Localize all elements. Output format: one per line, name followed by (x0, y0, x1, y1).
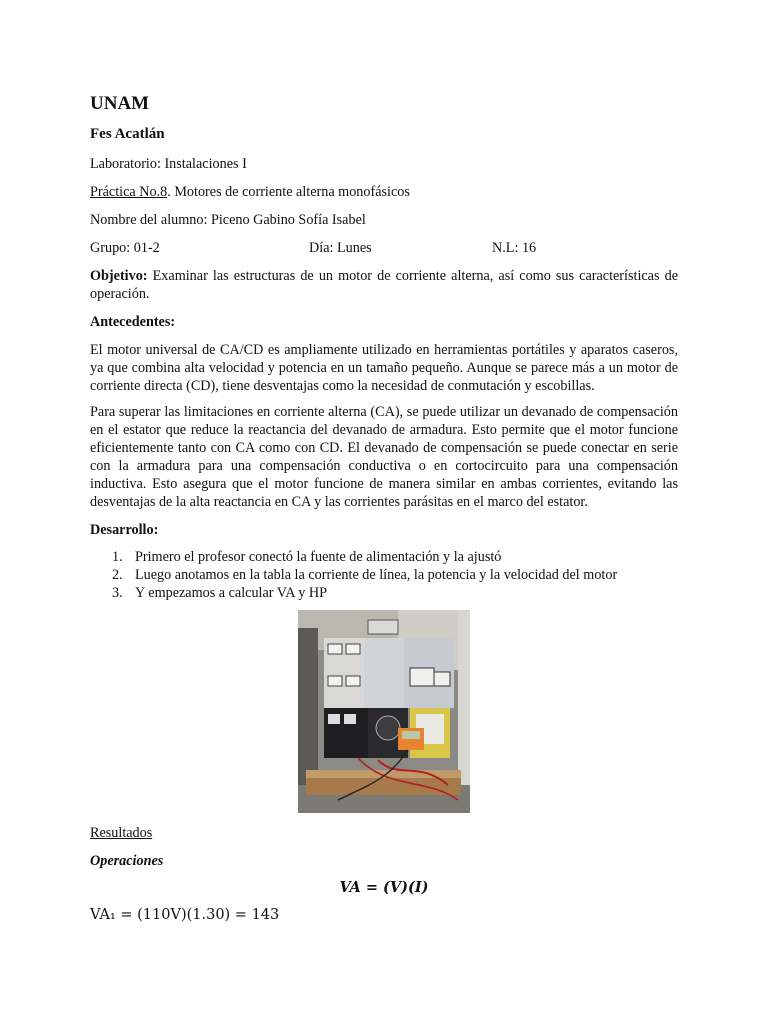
group-text: Grupo: 01-2 (90, 240, 160, 256)
practice-line (90, 183, 410, 201)
day-text: Día: Lunes (309, 240, 372, 256)
objective-label: Objetivo: (90, 268, 148, 284)
background-paragraph-2: Para superar las limitaciones en corriente alterna (CA), se puede utilizar un devanado de compensación en el estator que reduce la reactancia del devanado de armadura. Esto permite que el motor funcione eficientemente tanto con CA como con CD. El devanado de compensación se puede conectar en serie con la armadura para una compensación conductiva o en cortocircuito para una compensación inductiva. Esto asegura que el motor funcione de manera similar en ambas corrientes, evitando las desventajas de la alta reactancia en CA y las corrientes parásitas en el marco del estator. (90, 404, 678, 510)
steps-list (90, 548, 678, 602)
institution-title: UNAM (90, 93, 150, 114)
background-heading: Antecedentes: (90, 314, 176, 330)
practice-label: Práctica No.8 (90, 184, 168, 200)
va-formula: VA = (V)(I) (339, 879, 429, 896)
results-heading: Resultados (90, 825, 153, 841)
student-line: Nombre del alumno: Piceno Gabino Sofía Isabel (90, 212, 366, 228)
campus-title: Fes Acatlán (90, 126, 165, 142)
list-item: 1. Primero el profesor conectó la fuente de alimentación y la ajustó (112, 549, 502, 565)
practice-title: . Motores de corriente alterna monofásicos (167, 184, 410, 200)
operations-heading: Operaciones (90, 853, 164, 869)
background-paragraph-1: El motor universal de CA/CD es ampliamente utilizado en herramientas portátiles y aparatos caseros, ya que combina alta velocidad y potencia en un tamaño pequeño. Aunque se parece más a un motor de corriente directa (CD), tiene desventajas como la necesidad de conmutación y escobillas. (90, 342, 678, 394)
list-item: 2. Luego anotamos en la tabla la corriente de línea, la potencia y la velocidad del motor (112, 567, 618, 583)
list-item: 3. Y empezamos a calcular VA y HP (112, 585, 328, 601)
list-number-text: N.L: 16 (492, 240, 537, 256)
development-heading: Desarrollo: (90, 522, 159, 538)
lab-line: Laboratorio: Instalaciones I (90, 156, 247, 172)
va-calculation-1: VA₁ = (110V)(1.30) = 143 (90, 907, 280, 923)
objective-paragraph (90, 267, 678, 303)
objective-text: Examinar las estructuras de un motor de corriente alterna, así como sus características de operación. (90, 268, 678, 302)
lab-bench-photo (298, 610, 470, 813)
